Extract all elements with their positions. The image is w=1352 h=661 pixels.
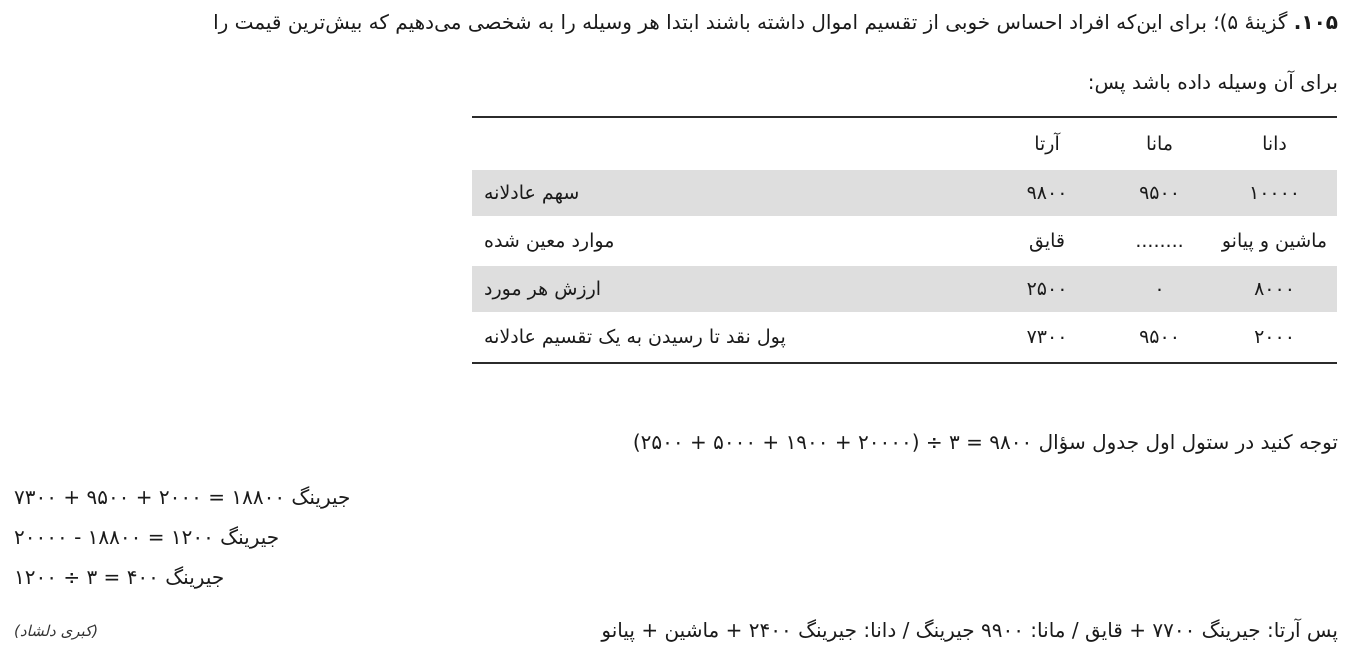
- header-mana: مانا: [1145, 133, 1174, 155]
- row-label: سهم عادلانه: [484, 182, 580, 204]
- table-row: [472, 170, 1337, 216]
- row-label: پول نقد تا رسیدن به یک تقسیم عادلانه: [484, 326, 786, 348]
- table-bottom-rule: [472, 362, 1337, 364]
- table-header-row: [472, 118, 1337, 170]
- row-label: موارد معین شده: [484, 230, 615, 252]
- cell-mana: ۹۵۰۰: [1139, 326, 1180, 348]
- cell-dana: ۱۰۰۰۰: [1248, 182, 1301, 204]
- intro-line-2: برای آن وسیله داده باشد پس:: [1087, 70, 1338, 94]
- conclusion-line: پس آرتا: جیرینگ ۷۷۰۰ + قایق / مانا: ۹۹۰۰ جیرینگ / دانا: جیرینگ ۲۴۰۰ + ماشین + پیانو: [601, 618, 1338, 642]
- cell-dana: ۸۰۰۰: [1254, 278, 1295, 300]
- table-row: [472, 266, 1337, 312]
- author-signature: (کبری دلشاد): [14, 622, 99, 640]
- cell-arta: ۲۵۰۰: [1026, 278, 1068, 300]
- table-row: [472, 216, 1337, 266]
- cell-arta: ۹۸۰۰: [1026, 182, 1068, 204]
- header-arta: آرتا: [1034, 133, 1060, 155]
- cell-arta: قایق: [1028, 230, 1065, 252]
- cell-mana: ۰: [1154, 278, 1165, 300]
- cell-dana: ۲۰۰۰: [1254, 326, 1295, 348]
- calc-line-2: جیرینگ ۱۲۰۰ = ۱۸۸۰۰ - ۲۰۰۰۰: [14, 525, 280, 549]
- calc-line-3: جیرینگ ۴۰۰ = ۳ ÷ ۱۲۰۰: [14, 565, 225, 589]
- note-line: توجه کنید در ستول اول جدول سؤال ۹۸۰۰ = ۳ ÷ (۲۰۰۰۰ + ۱۹۰۰ + ۵۰۰۰ + ۲۵۰۰): [632, 430, 1338, 454]
- intro-text-1: گزینهٔ ۵)؛ برای این‌که افراد احساس خوبی از تقسیم اموال داشته باشند ابتدا هر وسیله را به شخصی می‌دهیم که بیش‌ترین قیمت را: [213, 10, 1294, 34]
- cell-mana: ۹۵۰۰: [1139, 182, 1180, 204]
- cell-dana: ماشین و پیانو: [1221, 230, 1328, 252]
- cell-mana: ........: [1135, 230, 1184, 252]
- cell-arta: ۷۳۰۰: [1026, 326, 1068, 348]
- solution-table: [472, 116, 1337, 364]
- table-row: [472, 312, 1337, 362]
- calc-line-1: جیرینگ ۱۸۸۰۰ = ۲۰۰۰ + ۹۵۰۰ + ۷۳۰۰: [14, 485, 351, 509]
- question-number: ۱۰۵.: [1293, 10, 1338, 34]
- header-dana: دانا: [1262, 133, 1287, 155]
- intro-line-1: [213, 10, 1338, 34]
- row-label: ارزش هر مورد: [484, 278, 602, 300]
